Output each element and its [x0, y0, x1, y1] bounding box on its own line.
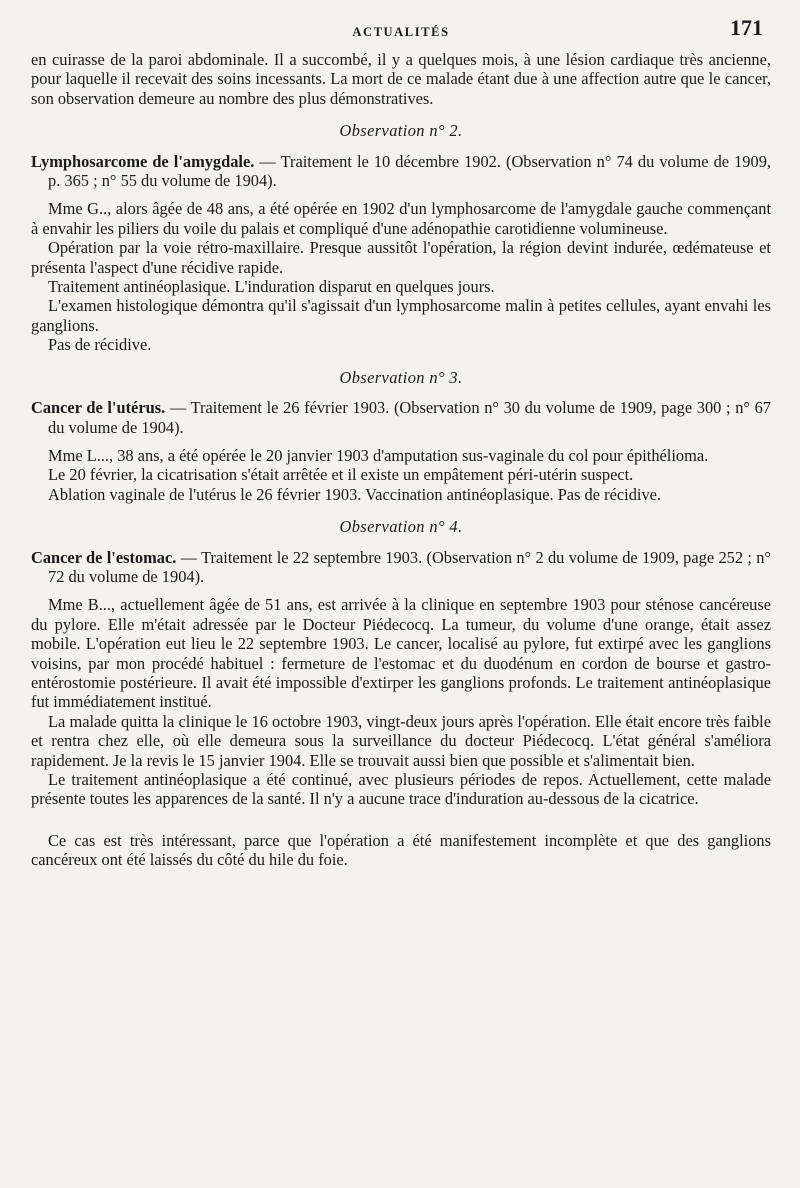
page-number: 171 [730, 15, 763, 40]
case-paragraph: Le 20 février, la cicatrisation s'était arrêtée et il existe un empâtement péri-utérin suspect. [48, 465, 634, 485]
case-header [31, 398, 771, 437]
conclusion-paragraph: Ce cas est très intéressant, parce que l'opération a été manifestement incomplète et que des ganglions cancéreux ont été laissés du côté du hile du foie. [31, 830, 771, 870]
case-title: Cancer de l'estomac. [31, 547, 177, 567]
running-header [31, 15, 771, 50]
case-paragraph: Pas de récidive. [48, 335, 152, 355]
observation-heading: Observation n° 3. [339, 367, 463, 387]
case-paragraph: Mme G.., alors âgée de 48 ans, a été opérée en 1902 d'un lymphosarcome de l'amygdale gauche commençant à envahir les piliers du voile du palais et compliqué d'une adénopathie carotidienne volumineuse. [31, 199, 771, 238]
case-paragraph: Le traitement antinéoplasique a été continué, avec plusieurs périodes de repos. Actuellement, cette malade présente toutes les apparences de la santé. Il n'y a aucune trace d'induration au-dessous de la cicatrice. [31, 770, 771, 809]
case-reference: — Traitement le 22 septembre 1903. (Observation n° 2 du volume de 1909, page 252 ; n° 72 du volume de 1904). [48, 547, 771, 586]
case-title: Lymphosarcome de l'amygdale. [31, 151, 255, 171]
case-header [31, 548, 771, 587]
case-paragraph: Mme L..., 38 ans, a été opérée le 20 janvier 1903 d'amputation sus-vaginale du col pour épithélioma. [48, 445, 709, 465]
case-paragraph: Traitement antinéoplasique. L'induration disparut en quelques jours. [48, 277, 495, 297]
case-paragraph: La malade quitta la clinique le 16 octobre 1903, vingt-deux jours après l'opération. Elle était encore très faible et rentra chez elle, où elle demeura sous la surveillance du docteur Piédecocq. L'état général s'améliora rapidement. Je la revis le 15 janvier 1904. Elle se trouvait aussi bien que possible et s'alimentait bien. [31, 711, 771, 770]
observation-3 [31, 368, 771, 504]
observation-heading: Observation n° 2. [339, 121, 463, 141]
case-reference: — Traitement le 26 février 1903. (Observation n° 30 du volume de 1909, page 300 ; n° 67 du volume de 1904). [48, 398, 771, 437]
case-paragraph: L'examen histologique démontra qu'il s'agissait d'un lymphosarcome malin à petites cellules, ayant envahi les ganglions. [31, 296, 771, 335]
case-paragraph: Ablation vaginale de l'utérus le 26 février 1903. Vaccination antinéoplasique. Pas de récidive. [48, 484, 662, 504]
running-title: ACTUALITÉS [352, 25, 450, 39]
intro-paragraph: en cuirasse de la paroi abdominale. Il a succombé, il y a quelques mois, à une lésion cardiaque très ancienne, pour laquelle il recevait des soins incessants. La mort de ce malade étant due à une affection autre que le cancer, son observation demeure au nombre des plus démonstratives. [31, 50, 771, 108]
observation-4 [31, 517, 771, 809]
case-reference: — Traitement le 10 décembre 1902. (Observation n° 74 du volume de 1909, p. 365 ; n° 55 du volume de 1904). [48, 151, 771, 191]
case-paragraph: Opération par la voie rétro-maxillaire. Presque aussitôt l'opération, la région devint indurée, œdémateuse et présenta l'aspect d'une récidive rapide. [31, 238, 771, 277]
case-paragraph: Mme B..., actuellement âgée de 51 ans, est arrivée à la clinique en septembre 1903 pour sténose cancéreuse du pylore. Elle m'était adressée par le Docteur Piédecocq. La tumeur, du volume d'une orange, était assez mobile. L'opération eut lieu le 22 septembre 1903. Le cancer, localisé au pylore, fut extirpé avec les ganglions voisins, par mon procédé habituel : fermeture de l'estomac et du duodénum en cordon de bourse et gastro-entérostomie postérieure. Il avait été impossible d'extirper les ganglions profonds. Le traitement antinéoplasique fut immédiatement institué. [31, 595, 771, 712]
document-page [31, 15, 771, 870]
observation-2 [31, 121, 771, 354]
case-header [31, 152, 771, 191]
case-title: Cancer de l'utérus. [31, 398, 166, 418]
observation-heading: Observation n° 4. [339, 517, 463, 537]
